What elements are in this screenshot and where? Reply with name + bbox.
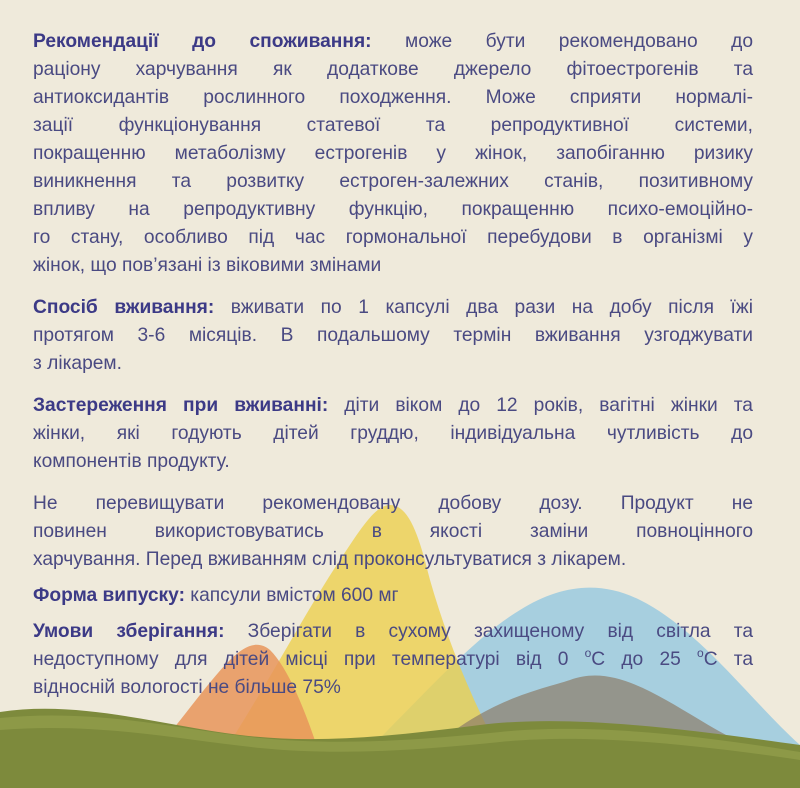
- text-line: недоступному для дітей місці при температурі від 0 $^о$С до 25 $^о$С та: [33, 646, 754, 670]
- form-section: [33, 582, 753, 610]
- text-line: покращенню метаболізму естрогенів у жінок, запобіганню ризику: [33, 143, 753, 164]
- text-line: жінок, що пов’язані із віковими змінами: [33, 255, 382, 276]
- text-line: Форма випуску: капсули вмістом 600 мг: [33, 585, 399, 606]
- text-line: жінки, які годують дітей груддю, індивідуальна чутливість до: [33, 423, 753, 444]
- text-line: повинен використовуватись в якості заміни повноцінного: [33, 521, 753, 542]
- usage-label: Спосіб вживання:: [33, 297, 215, 318]
- text-line: харчування. Перед вживанням слід проконсультуватися з лікарем.: [33, 549, 627, 570]
- storage-section: [33, 618, 753, 702]
- text-line: протягом 3-6 місяців. В подальшому термін вживання узгоджувати: [33, 325, 753, 346]
- text-line: відносній вологості не більше 75%: [33, 677, 341, 698]
- text-line: компонентів продукту.: [33, 451, 230, 472]
- text-line: впливу на репродуктивну функцію, покращенню психо-емоційно-: [33, 199, 753, 220]
- text-line: з лікарем.: [33, 353, 122, 374]
- notice-section: [33, 490, 753, 574]
- text-line: раціону харчування як додаткове джерело фітоестрогенів та: [33, 59, 753, 80]
- text-line: виникнення та розвитку естроген-залежних станів, позитивному: [33, 171, 753, 192]
- recommendations-label: Рекомендації до споживання:: [33, 31, 372, 52]
- text-line: го стану, особливо під час гормональної перебудови в організмі у: [33, 227, 753, 248]
- text-line: антиоксидантів рослинного походження. Може сприяти нормалі-: [33, 87, 753, 108]
- text-line: Рекомендації до споживання: може бути рекомендовано до: [33, 31, 753, 52]
- product-info-text: [33, 28, 753, 716]
- usage-section: [33, 294, 753, 378]
- text-line: Не перевищувати рекомендовану добову дозу. Продукт не: [33, 493, 753, 514]
- warnings-label: Застереження при вживанні:: [33, 395, 329, 416]
- recommendations-section: [33, 28, 753, 280]
- storage-label: Умови зберігання:: [33, 621, 225, 642]
- degree-sign: о: [584, 646, 592, 660]
- degree-sign: о: [697, 646, 704, 660]
- form-label: Форма випуску:: [33, 585, 185, 606]
- text-line: Спосіб вживання: вживати по 1 капсулі два рази на добу після їжі: [33, 297, 753, 318]
- text-line: Умови зберігання: Зберігати в сухому захищеному від світла та: [33, 621, 753, 642]
- text-line: Застереження при вживанні: діти віком до 12 років, вагітні жінки та: [33, 395, 753, 416]
- warnings-section: [33, 392, 753, 476]
- text-line: зації функціонування статевої та репродуктивної системи,: [33, 115, 753, 136]
